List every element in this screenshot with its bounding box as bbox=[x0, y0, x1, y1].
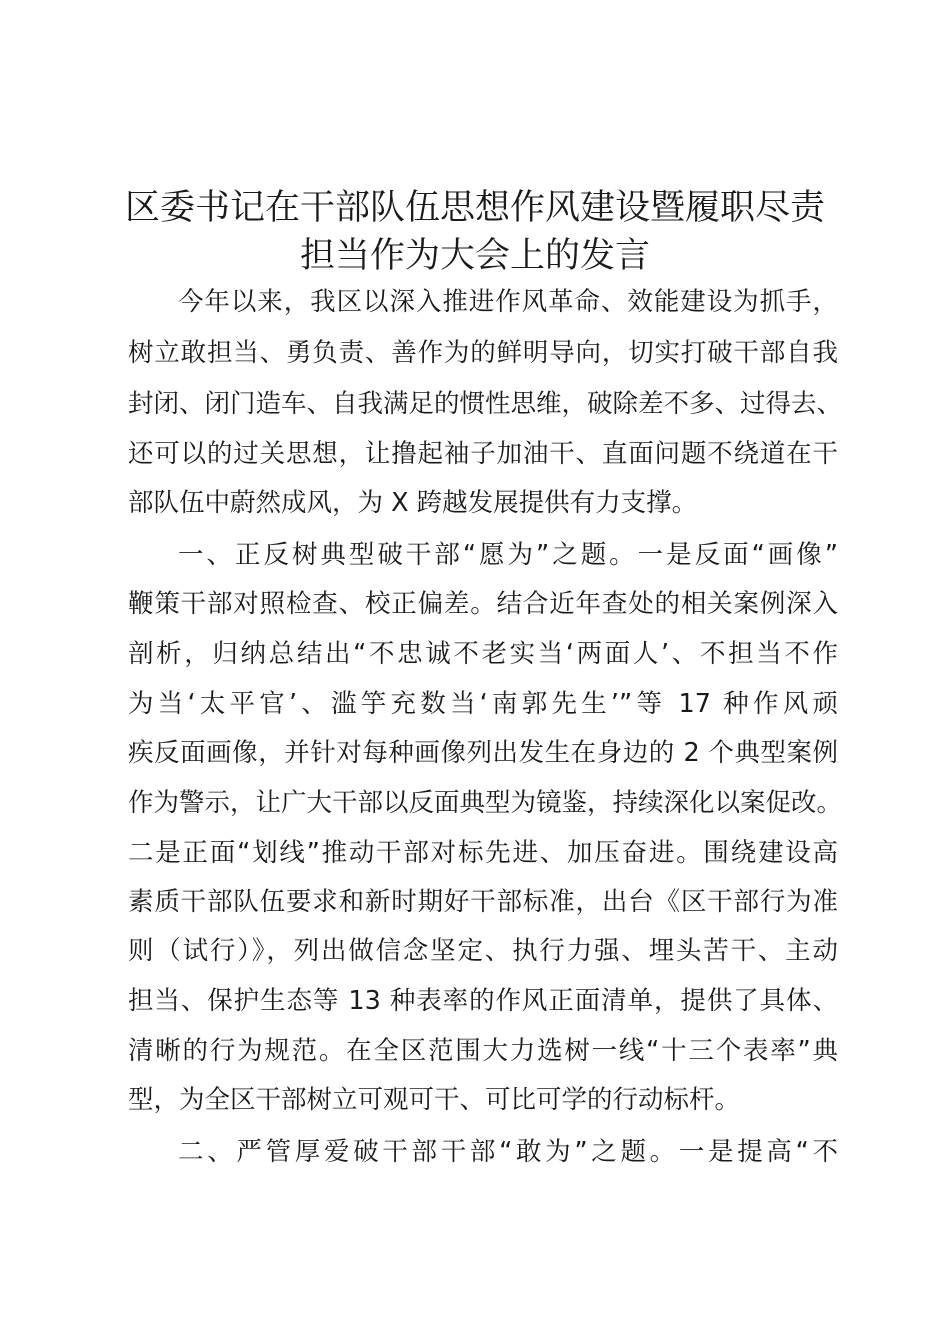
paragraph-2-line-9: 则（试行）》，列出做信念坚定、执行力强、埋头苦干、主动 bbox=[128, 936, 838, 966]
paragraph-1-line-5: 部队伍中蔚然成风，为 X 跨越发展提供有力支撑。 bbox=[128, 488, 698, 518]
paragraph-3-line-1: 二、严管厚爱破干部干部“敢为”之题。一是提高“不 bbox=[178, 1137, 838, 1167]
paragraph-2-line-10: 担当、保护生态等 13 种表率的作风正面清单，提供了具体、 bbox=[128, 986, 838, 1016]
paragraph-2-line-11: 清晰的行为规范。在全区范围大力选树一线“十三个表率”典 bbox=[128, 1036, 838, 1066]
paragraph-2-line-12: 型，为全区干部树立可观可干、可比可学的行动标杆。 bbox=[128, 1085, 741, 1115]
paragraph-2-line-3: 剖析，归纳总结出“不忠诚不老实当‘两面人’、不担当不作 bbox=[128, 639, 838, 669]
document-title-line-1: 区委书记在干部队伍思想作风建设暨履职尽责 bbox=[124, 188, 825, 228]
paragraph-1-line-4: 还可以的过关思想，让撸起袖子加油干、直面问题不绕道在干 bbox=[128, 439, 838, 469]
paragraph-2-line-2: 鞭策干部对照检查、校正偏差。结合近年查处的相关案例深入 bbox=[128, 589, 838, 619]
paragraph-1-line-3: 封闭、闭门造车、自我满足的惯性思维，破除差不多、过得去、 bbox=[128, 389, 843, 419]
paragraph-2-line-8: 素质干部队伍要求和新时期好干部标准，出台《区干部行为准 bbox=[128, 887, 838, 917]
paragraph-2-line-5: 疾反面画像，并针对每种画像列出发生在身边的 2 个典型案例 bbox=[128, 738, 838, 768]
paragraph-2-line-6: 作为警示，让广大干部以反面典型为镜鉴，持续深化以案促改。 bbox=[128, 788, 843, 818]
paragraph-2-line-1: 一、正反树典型破干部“愿为”之题。一是反面“画像” bbox=[178, 540, 838, 570]
paragraph-2-line-7: 二是正面“划线”推动干部对标先进、加压奋进。围绕建设高 bbox=[128, 838, 838, 868]
paragraph-1-line-1: 今年以来，我区以深入推进作风革命、效能建设为抓手， bbox=[178, 287, 838, 317]
paragraph-2-line-4: 为当‘太平官’、滥竽充数当‘南郭先生’”等 17 种作风顽 bbox=[128, 689, 838, 719]
paragraph-1-line-2: 树立敢担当、勇负责、善作为的鲜明导向，切实打破干部自我 bbox=[128, 338, 838, 368]
document-title-line-2: 担当作为大会上的发言 bbox=[299, 236, 650, 276]
